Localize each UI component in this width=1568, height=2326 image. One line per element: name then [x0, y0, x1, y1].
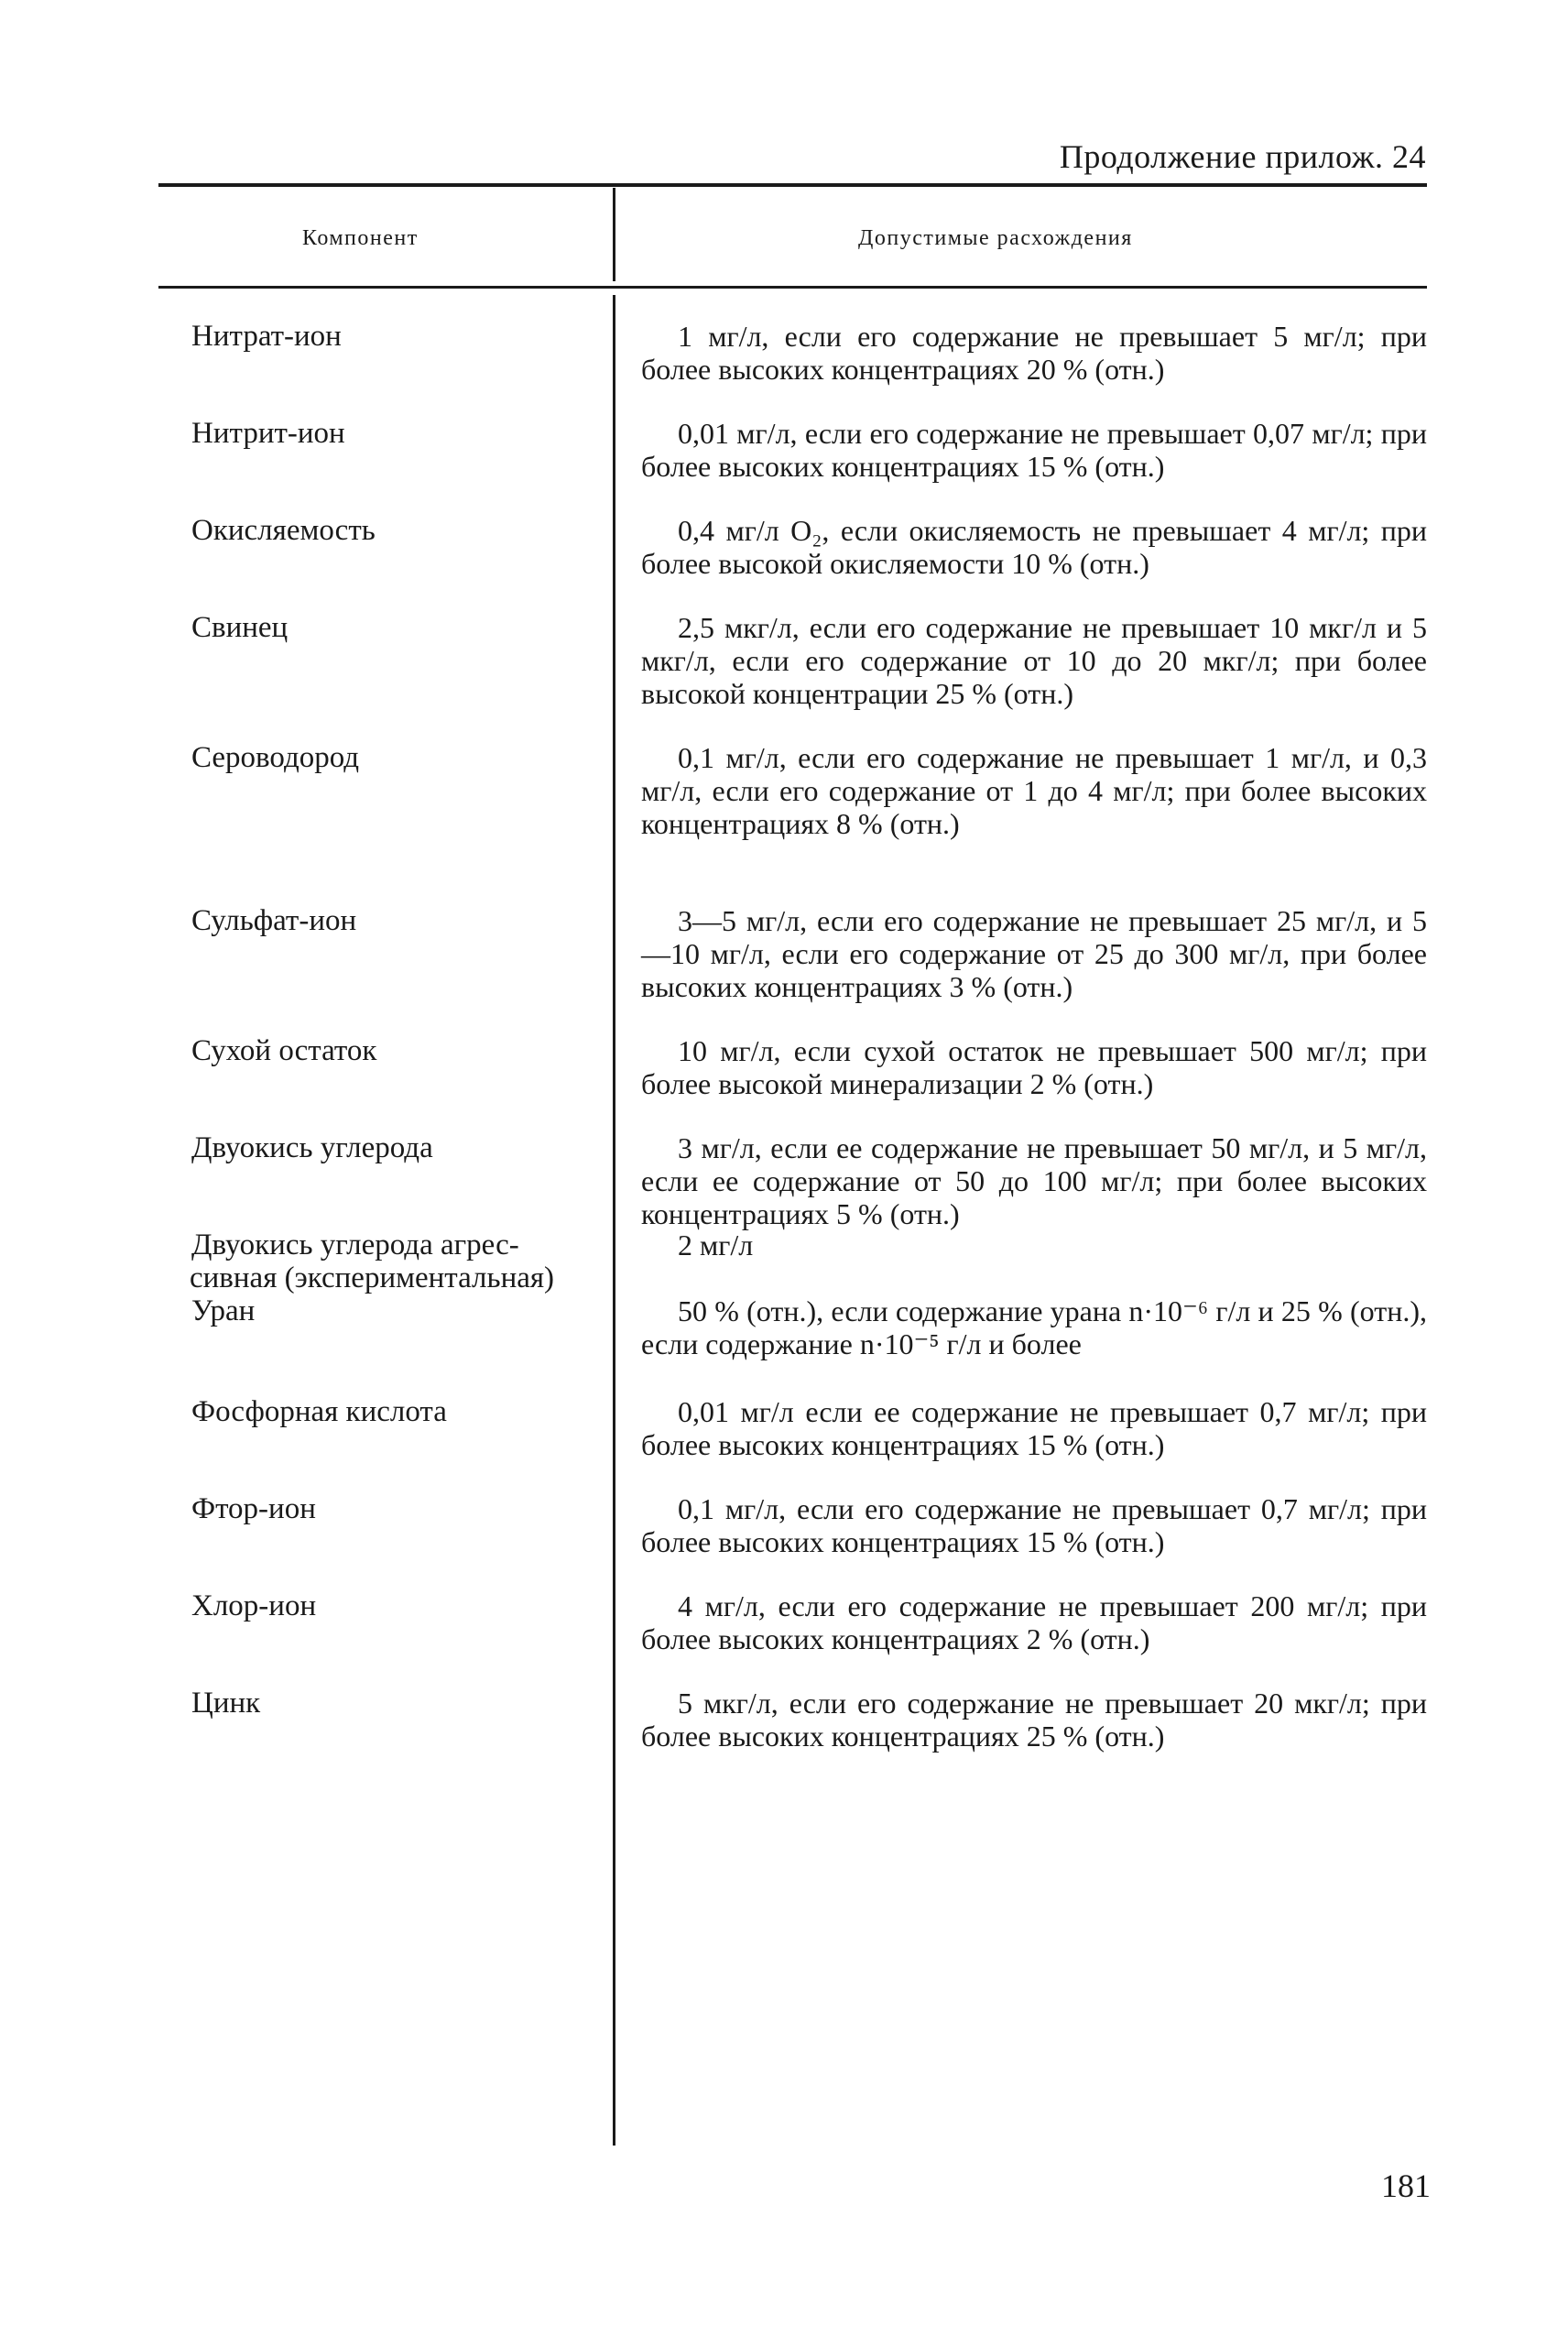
component-name: Фосфорная кислота — [191, 1395, 447, 1428]
table-row — [0, 1229, 1568, 1294]
column-header-tolerance: Допустимые расхождения — [858, 226, 1133, 250]
tolerance-text: 3—5 мг/л, если его содержание не превышает 25 мг/л, и 5—10 мг/л, если его содержание от 25 до 300 мг/л, при более высоких концентрациях 3 % (отн.) — [641, 904, 1427, 1003]
table-row — [0, 514, 1568, 611]
tolerance-text: 2,5 мкг/л, если его содержание не превышает 10 мкг/л и 5 мкг/л, если его содержание от 10 до 20 мкг/л; при более высокой концентрации 25 % (отн.) — [641, 611, 1427, 710]
tolerance-text: 1 мг/л, если его содержание не превышает 5 мг/л; при более высоких концентрациях 20 % (отн.) — [641, 320, 1427, 386]
table-row — [0, 741, 1568, 904]
component-name: Нитрат-ион — [191, 320, 342, 353]
tolerance-text: 4 мг/л, если его содержание не превышает 200 мг/л; при более высоких концентрациях 2 % (отн.) — [641, 1589, 1427, 1655]
tolerance-text: 2 мг/л — [678, 1229, 754, 1261]
tolerance-text: 0,01 мг/л, если его содержание не превышает 0,07 мг/л; при более высоких концентрациях 15 % (отн.) — [641, 417, 1427, 483]
component-name: Свинец — [191, 611, 289, 644]
component-name: Уран — [191, 1294, 256, 1327]
tolerance-text: 0,1 мг/л, если его содержание не превышает 0,7 мг/л; при более высоких концентрациях 15 % (отн.) — [641, 1492, 1427, 1558]
table-row — [0, 1589, 1568, 1687]
component-name: Нитрит-ион — [191, 417, 345, 450]
table-row — [0, 1395, 1568, 1492]
tolerance-text: 5 мкг/л, если его содержание не превышает 20 мкг/л; при более высоких концентрациях 25 % (отн.) — [641, 1687, 1427, 1753]
table-row — [0, 1687, 1568, 1784]
component-name: Фтор-ион — [191, 1492, 316, 1525]
page-header-title: Продолжение прилож. 24 — [1059, 138, 1426, 175]
tolerance-text: 50 % (отн.), если содержание урана n·10⁻⁶ г/л и 25 % (отн.), если содержание n·10⁻⁵ г/л и более — [641, 1294, 1427, 1360]
table-row — [0, 611, 1568, 741]
component-name-line-1: Двуокись углерода агрес- — [191, 1229, 519, 1261]
tolerance-text: 0,1 мг/л, если его содержание не превышает 1 мг/л, и 0,3 мг/л, если его содержание от 1 до 4 мг/л; при более высоких концентрациях 8 % (отн.) — [641, 741, 1427, 840]
table-row — [0, 320, 1568, 417]
table-header-rule — [158, 286, 1427, 289]
table-row — [0, 1131, 1568, 1229]
tolerance-text: 0,01 мг/л если ее содержание не превышает 0,7 мг/л; при более высоких концентрациях 15 % (отн.) — [641, 1395, 1427, 1461]
component-name: Сероводород — [191, 741, 360, 774]
component-name-line-2: сивная (экспериментальная) — [190, 1261, 555, 1294]
component-name: Сульфат-ион — [191, 904, 357, 937]
table-row — [0, 417, 1568, 514]
column-divider-header — [613, 188, 615, 281]
component-name: Хлор-ион — [191, 1589, 317, 1622]
tolerance-text: 3 мг/л, если ее содержание не превышает 50 мг/л, и 5 мг/л, если ее содержание от 50 до 100 мг/л; при более высоких концентрациях 5 % (отн.) — [641, 1131, 1427, 1230]
table-row — [0, 904, 1568, 1034]
column-header-component: Компонент — [302, 226, 419, 250]
tolerance-text: 0,4 мг/л O₂, если окисляемость не превышает 4 мг/л; при более высокой окисляемости 10 % (отн.) — [641, 514, 1427, 580]
tolerance-text: 10 мг/л, если сухой остаток не превышает 500 мг/л; при более высокой минерализации 2 % (отн.) — [641, 1034, 1427, 1100]
component-name: Цинк — [191, 1687, 261, 1720]
component-name: Окисляемость — [191, 514, 376, 547]
table-row — [0, 1034, 1568, 1131]
table-row — [0, 1294, 1568, 1395]
component-name: Двуокись углерода — [191, 1131, 433, 1164]
component-name — [191, 1229, 594, 1294]
table-body — [0, 320, 1568, 1784]
table-top-rule — [158, 183, 1427, 187]
component-name: Сухой остаток — [191, 1034, 377, 1067]
page-number: 181 — [1381, 2168, 1431, 2204]
table-row — [0, 1492, 1568, 1589]
